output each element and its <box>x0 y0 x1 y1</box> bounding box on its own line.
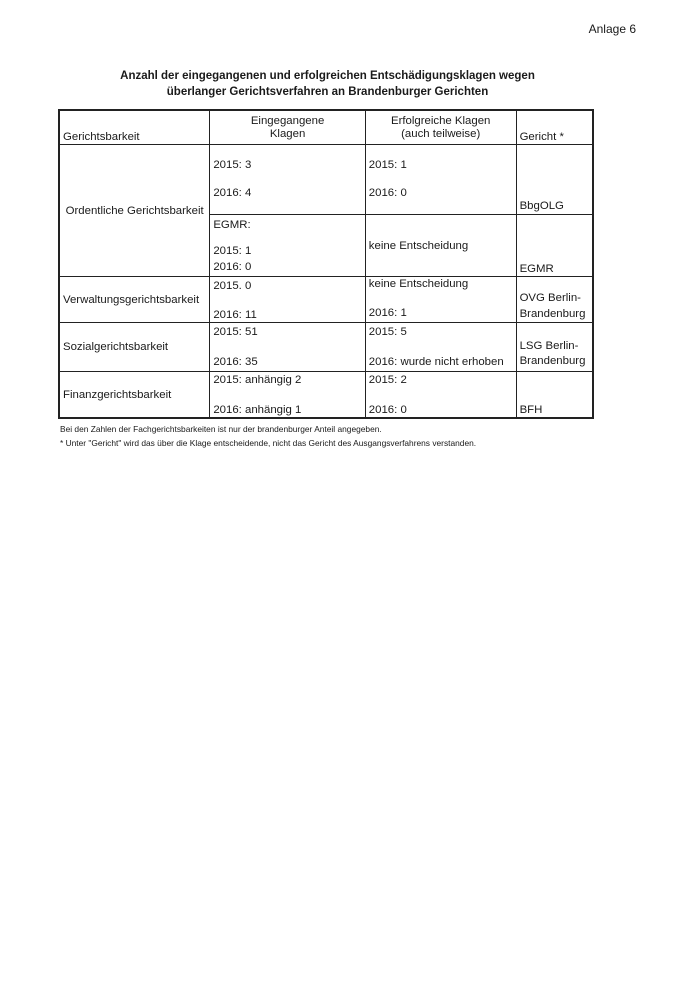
cell-jurisdiction-finanz: Finanzgerichtsbarkeit <box>59 372 210 419</box>
cell-received-verwaltung <box>210 277 365 323</box>
header-successful <box>365 110 516 145</box>
header-row <box>59 110 593 145</box>
footnotes <box>60 422 476 450</box>
cell-received-sozial <box>210 323 365 372</box>
successful-verwaltung-2015: keine Entscheidung <box>368 278 469 290</box>
successful-bbgolg-2015: 2015: 1 <box>368 159 407 171</box>
court-verwaltung-line2: Brandenburg <box>519 308 586 320</box>
received-egmr-2016: 2016: 0 <box>213 261 252 273</box>
successful-sozial-2015: 2015: 5 <box>368 326 407 338</box>
header-successful-line2: (auch teilweise) <box>401 127 481 140</box>
header-received <box>210 110 365 145</box>
cell-successful-finanz <box>365 372 516 419</box>
cell-successful-sozial <box>365 323 516 372</box>
footnote-2: * Unter "Gericht" wird das über die Klage entscheidende, nicht das Gericht des Ausgangsverfahrens verstanden. <box>60 438 477 448</box>
court-sozial-line2: Brandenburg <box>519 355 586 367</box>
cell-successful-egmr: keine Entscheidung <box>365 215 516 277</box>
received-bbgolg-2015: 2015: 3 <box>213 159 252 171</box>
successful-sozial-2016: 2016: wurde nicht erhoben <box>368 356 504 368</box>
cell-successful-verwaltung <box>365 277 516 323</box>
court-verwaltung-line1: OVG Berlin- <box>519 292 581 304</box>
header-court: Gericht * <box>516 110 593 145</box>
cell-received-finanz <box>210 372 365 419</box>
header-received-line2: Klagen <box>269 127 306 140</box>
received-sozial-2015: 2015: 51 <box>213 326 258 338</box>
header-jurisdiction: Gerichtsbarkeit <box>59 110 210 145</box>
cell-jurisdiction-verwaltung: Verwaltungsgerichtsbarkeit <box>59 277 210 323</box>
title-line-1: Anzahl der eingegangenen und erfolgreichen Entschädigungsklagen wegen <box>120 70 535 82</box>
successful-bbgolg-2016: 2016: 0 <box>368 187 407 199</box>
received-egmr-label: EGMR: <box>213 219 251 231</box>
claims-table <box>58 109 594 419</box>
cell-jurisdiction-ordentliche: Ordentliche Gerichtsbarkeit <box>59 145 210 277</box>
annex-label: Anlage 6 <box>588 22 636 36</box>
successful-finanz-2016: 2016: 0 <box>368 404 407 416</box>
cell-court-bbgolg: BbgOLG <box>516 145 593 215</box>
title-line-2: überlanger Gerichtsverfahren an Brandenburger Gerichten <box>166 86 489 98</box>
court-sozial-line1: LSG Berlin- <box>519 340 579 352</box>
successful-verwaltung-2016: 2016: 1 <box>368 307 407 319</box>
header-received-line1: Eingegangene <box>250 114 325 127</box>
document-title <box>60 68 595 100</box>
received-finanz-2016: 2016: anhängig 1 <box>213 404 302 416</box>
header-successful-line1: Erfolgreiche Klagen <box>390 114 491 127</box>
cell-jurisdiction-sozial: Sozialgerichtsbarkeit <box>59 323 210 372</box>
table-row-finanz <box>59 372 593 419</box>
received-bbgolg-2016: 2016: 4 <box>213 187 252 199</box>
cell-received-bbgolg <box>210 145 365 215</box>
received-verwaltung-2016: 2016: 11 <box>213 309 257 321</box>
table-row-verwaltung <box>59 277 593 323</box>
table-row-sozial <box>59 323 593 372</box>
received-finanz-2015: 2015: anhängig 2 <box>213 374 302 386</box>
table-row-ordentliche-bbgolg <box>59 145 593 215</box>
successful-finanz-2015: 2015: 2 <box>368 374 407 386</box>
received-verwaltung-2015: 2015. 0 <box>213 280 252 292</box>
cell-court-verwaltung <box>516 277 593 323</box>
received-egmr-2015: 2015: 1 <box>213 245 252 257</box>
footnote-1: Bei den Zahlen der Fachgerichtsbarkeiten ist nur der brandenburger Anteil angegeben. <box>60 424 382 434</box>
cell-court-sozial <box>516 323 593 372</box>
cell-received-egmr <box>210 215 365 277</box>
cell-court-finanz: BFH <box>516 372 593 419</box>
received-sozial-2016: 2016: 35 <box>213 356 258 368</box>
cell-successful-bbgolg <box>365 145 516 215</box>
cell-court-egmr: EGMR <box>516 215 593 277</box>
